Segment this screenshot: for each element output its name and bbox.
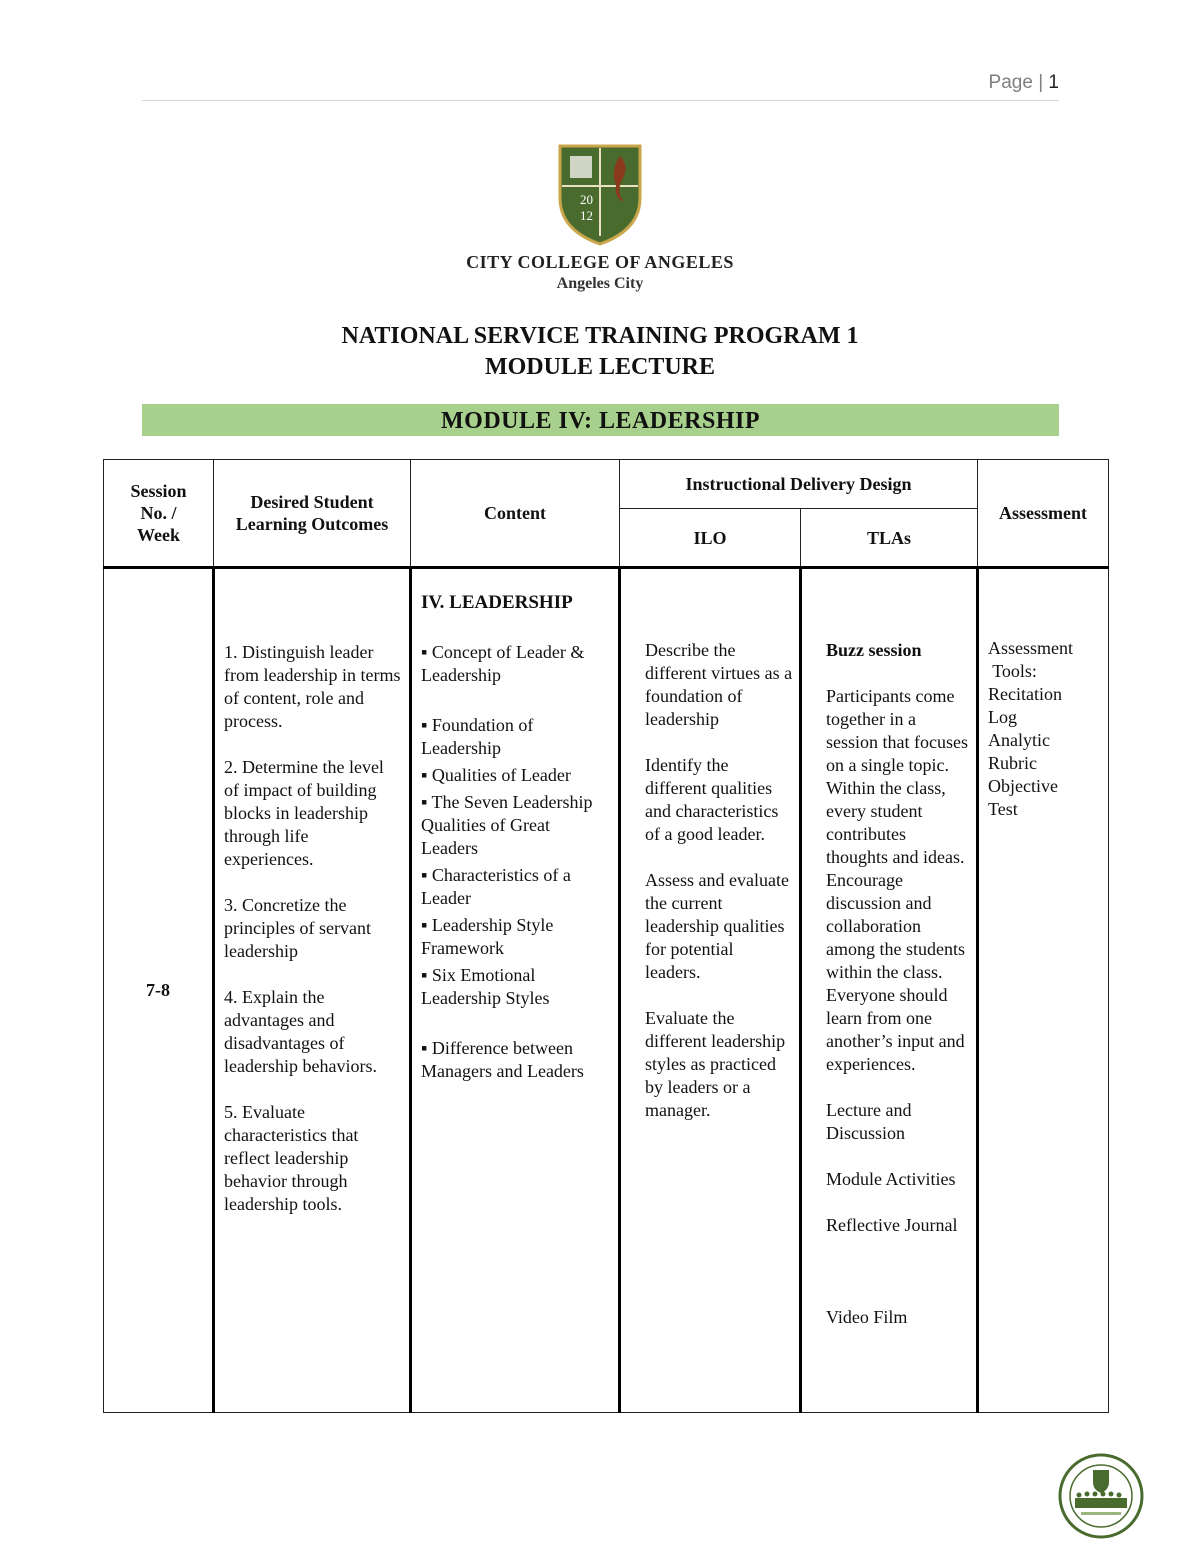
outcomes-cell	[214, 568, 411, 1413]
content-item: ▪ Difference between Managers and Leaders	[421, 1038, 584, 1081]
assessment-cell	[978, 568, 1109, 1413]
header-delivery: Instructional Delivery Design	[620, 460, 978, 509]
title-line-1: NATIONAL SERVICE TRAINING PROGRAM 1	[341, 323, 859, 349]
outcome-4: 4. Explain the advantages and disadvantages of leadership behaviors.	[224, 987, 377, 1076]
college-seal-icon	[540, 140, 660, 248]
community-extension-seal-icon	[1057, 1452, 1145, 1540]
assessment-line: Log	[988, 707, 1018, 727]
session-cell: 7-8	[104, 568, 214, 1413]
page-number: 1	[1048, 72, 1059, 93]
outcome-5: 5. Evaluate characteristics that reflect leadership behavior through leadership tools.	[224, 1102, 359, 1214]
tlas-heading: Buzz session	[826, 640, 922, 660]
ilo-item: Describe the different virtues as a foundation of leadership	[645, 640, 793, 729]
ilo-cell	[620, 568, 801, 1413]
content-item: ▪ Leadership Style Framework	[421, 915, 554, 958]
tla-item: Video Film	[826, 1307, 908, 1327]
assessment-line: Recitation	[988, 684, 1062, 704]
content-item: ▪ Six Emotional Leadership Styles	[421, 965, 550, 1008]
assessment-line: Tools:	[988, 661, 1037, 681]
tla-item: Participants come together in a session that focuses on a single topic. Within the class, every student contributes thoughts and ideas. Encourage discussion and collaboration among the students within the class. Everyone should learn from one another’s input and experiences.	[826, 686, 968, 1074]
outcome-1: 1. Distinguish leader from leadership in terms of content, role and process.	[224, 642, 401, 731]
assessment-line: Rubric	[988, 753, 1038, 773]
title-line-2: MODULE LECTURE	[484, 354, 716, 380]
header-tlas: TLAs	[801, 509, 978, 568]
college-name: CITY COLLEGE OF ANGELES	[466, 252, 734, 272]
content-item: ▪ The Seven Leadership Qualities of Great Leaders	[421, 792, 593, 858]
tla-item: Reflective Journal	[826, 1215, 958, 1235]
assessment-line: Objective	[988, 776, 1058, 796]
content-cell	[411, 568, 620, 1413]
header-outcomes: Desired Student Learning Outcomes	[214, 460, 411, 568]
assessment-line: Analytic	[988, 730, 1050, 750]
header-content: Content	[411, 460, 620, 568]
content-item: ▪ Characteristics of a Leader	[421, 865, 571, 908]
module-outline-table	[103, 459, 1109, 1413]
page-header	[142, 72, 1059, 101]
content-item: ▪ Concept of Leader & Leadership	[421, 642, 585, 685]
header-ilo: ILO	[620, 509, 801, 568]
content-item: ▪ Qualities of Leader	[421, 765, 571, 785]
content-heading: IV. LEADERSHIP	[421, 592, 573, 613]
ilo-item: Identify the different qualities and characteristics of a good leader.	[645, 755, 779, 844]
tla-item: Lecture and Discussion	[826, 1100, 912, 1143]
assessment-line: Test	[988, 799, 1018, 819]
tlas-cell	[801, 568, 978, 1413]
outcome-2: 2. Determine the level of impact of building blocks in leadership through life experiences.	[224, 757, 384, 869]
content-item: ▪ Foundation of Leadership	[421, 715, 534, 758]
logo-year-bottom: 12	[580, 208, 593, 223]
ilo-item: Evaluate the different leadership styles as practiced by leaders or a manager.	[645, 1008, 786, 1120]
tla-item: Module Activities	[826, 1169, 956, 1189]
header-assessment: Assessment	[978, 460, 1109, 568]
outcome-3: 3. Concretize the principles of servant leadership	[224, 895, 371, 961]
college-city: Angeles City	[556, 275, 644, 292]
ilo-item: Assess and evaluate the current leadership qualities for potential leaders.	[645, 870, 789, 982]
assessment-line: Assessment	[988, 638, 1074, 658]
document-title	[200, 321, 1000, 383]
logo-year-top: 20	[580, 192, 593, 207]
module-heading: MODULE IV: LEADERSHIP	[142, 404, 1059, 436]
page-label: Page |	[988, 72, 1049, 93]
header-session: Session No. / Week	[104, 460, 214, 568]
